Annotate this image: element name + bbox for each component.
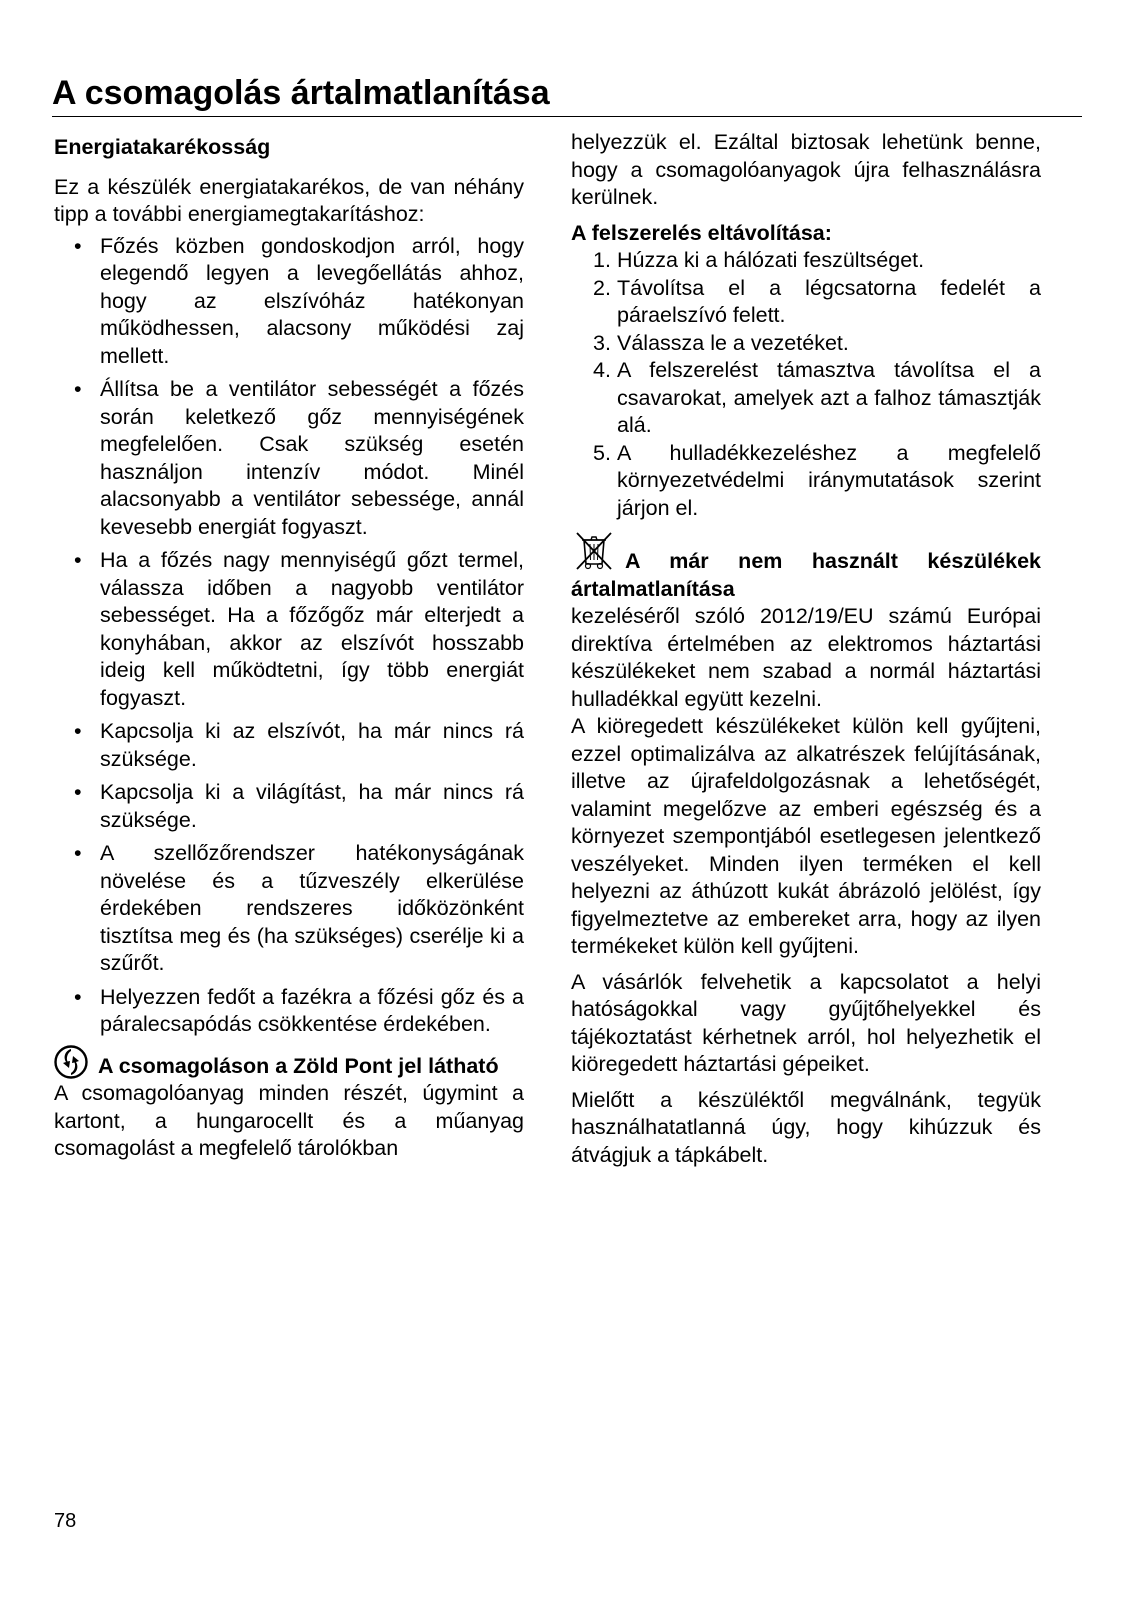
disposal-section [571, 530, 1041, 603]
removal-steps [571, 247, 1041, 522]
disposal-heading: A már nem használt készülékek ártalmatlanítása [571, 530, 1041, 603]
green-point-text-continued: helyezzük el. Ezáltal biztosak lehetünk benne, hogy a csomagolóanyagok újra felhasználásra kerülnek. [571, 130, 1041, 209]
removal-heading: A felszerelés eltávolítása: [571, 220, 832, 245]
list-item: • Helyezzen fedőt a fazékra a főzési gőz és a páralecsapódás csökkentése érdekében. [74, 984, 524, 1036]
list-item: 4. A felszerelést támasztva távolítsa el a csavarokat, amelyek azt a falhoz támasztják alá. [593, 358, 1041, 437]
disposal-paragraph-3: A vásárlók felvehetik a kapcsolatot a helyi hatóságokkal vagy gyűjtőhelyekkel és tájékoztatást kérhetnek arról, hol helyezhetik el kiöregedett háztartási gépeiket. [571, 969, 1041, 1076]
page-title: A csomagolás ártalmatlanítása [52, 72, 1082, 117]
energy-tips-list [54, 233, 524, 1039]
crossed-bin-icon [571, 530, 617, 572]
list-item: 2. Távolítsa el a légcsatorna fedelét a páraelszívó felett. [593, 275, 1041, 327]
list-item: • Állítsa be a ventilátor sebességét a főzés során keletkező gőz mennyiségének megfelelően. Csak szükség esetén használjon intenzív módot. Minél alacsonyabb a ventilátor sebessége, annál kevesebb energiát fogyaszt. [74, 377, 524, 539]
disposal-paragraph-1: kezeléséről szóló 2012/19/EU számú Európai direktíva értelmében az elektromos háztartási készülékeket nem szabad a normál háztartási hulladékkal együtt kezelni. [571, 604, 1041, 711]
list-item: 5. A hulladékkezeléshez a megfelelő környezetvédelmi iránymutatások szerint járjon el. [593, 440, 1041, 520]
right-column [571, 129, 1041, 1169]
bullet-icon: • [74, 984, 82, 1009]
green-point-section [54, 1045, 524, 1081]
energy-heading: Energiatakarékosság [54, 135, 271, 159]
bullet-icon: • [74, 548, 82, 572]
list-item: • Kapcsolja ki a világítást, ha már nincs rá szüksége. [74, 780, 524, 832]
bullet-icon: • [74, 841, 82, 865]
green-point-icon [54, 1045, 88, 1079]
bullet-icon: • [74, 233, 82, 258]
bullet-icon: • [74, 780, 82, 804]
bullet-icon: • [74, 377, 82, 401]
disposal-paragraph-2: A kiöregedett készülékeket külön kell gyűjteni, ezzel optimalizálva az alkatrészek felújításának, illetve az újrafeldolgozásnak a lehetőségét, valamint megelőzve az emberi egészség és a környezet szempontjából esetlegesen jelentkező veszélyeket. Minden ilyen terméken el kell helyezni az áthúzott kukát ábrázoló jelölést, így figyelmeztetve az embereket arra, hogy az ilyen termékeket külön kell gyűjteni. [571, 714, 1041, 958]
energy-intro: Ez a készülék energiatakarékos, de van néhány tipp a további energiamegtakarításhoz: [54, 174, 524, 226]
list-item: 3. Válassza le a vezetéket. [593, 330, 849, 355]
left-column [54, 134, 524, 1163]
disposal-paragraph-4: Mielőtt a készüléktől megválnánk, tegyük használhatatlanná úgy, hogy kihúzzuk és átvágjuk a tápkábelt. [571, 1087, 1041, 1167]
page-number: 78 [54, 1510, 77, 1532]
bullet-icon: • [74, 719, 82, 743]
list-item: • Ha a főzés nagy mennyiségű gőzt termel, válassza időben a nagyobb ventilátor sebességet. Ha a főzőgőz már elterjedt a konyhában, akkor az elszívót hosszabb ideig kell működtetni, így több energiát fogyaszt. [74, 548, 524, 710]
list-item: • A szellőzőrendszer hatékonyságának növelése és a tűzveszély elkerülése érdekében rendszeres időközönként tisztítsa meg és (ha szükséges) cserélje ki a szűrőt. [74, 841, 524, 975]
green-point-heading: A csomagoláson a Zöld Pont jel látható [54, 1045, 524, 1081]
list-item: 1. Húzza ki a hálózati feszültséget. [593, 248, 925, 272]
green-point-text: A csomagolóanyag minden részét, úgymint a kartont, a hungarocellt és a műanyag csomagolást a megfelelő tárolókban [54, 1081, 524, 1160]
list-item: • Kapcsolja ki az elszívót, ha már nincs rá szüksége. [74, 719, 524, 771]
list-item: • Főzés közben gondoskodjon arról, hogy elegendő legyen a levegőellátás ahhoz, hogy az elszívóház hatékonyan működhessen, alacsony működési zaj mellett. [74, 233, 524, 368]
